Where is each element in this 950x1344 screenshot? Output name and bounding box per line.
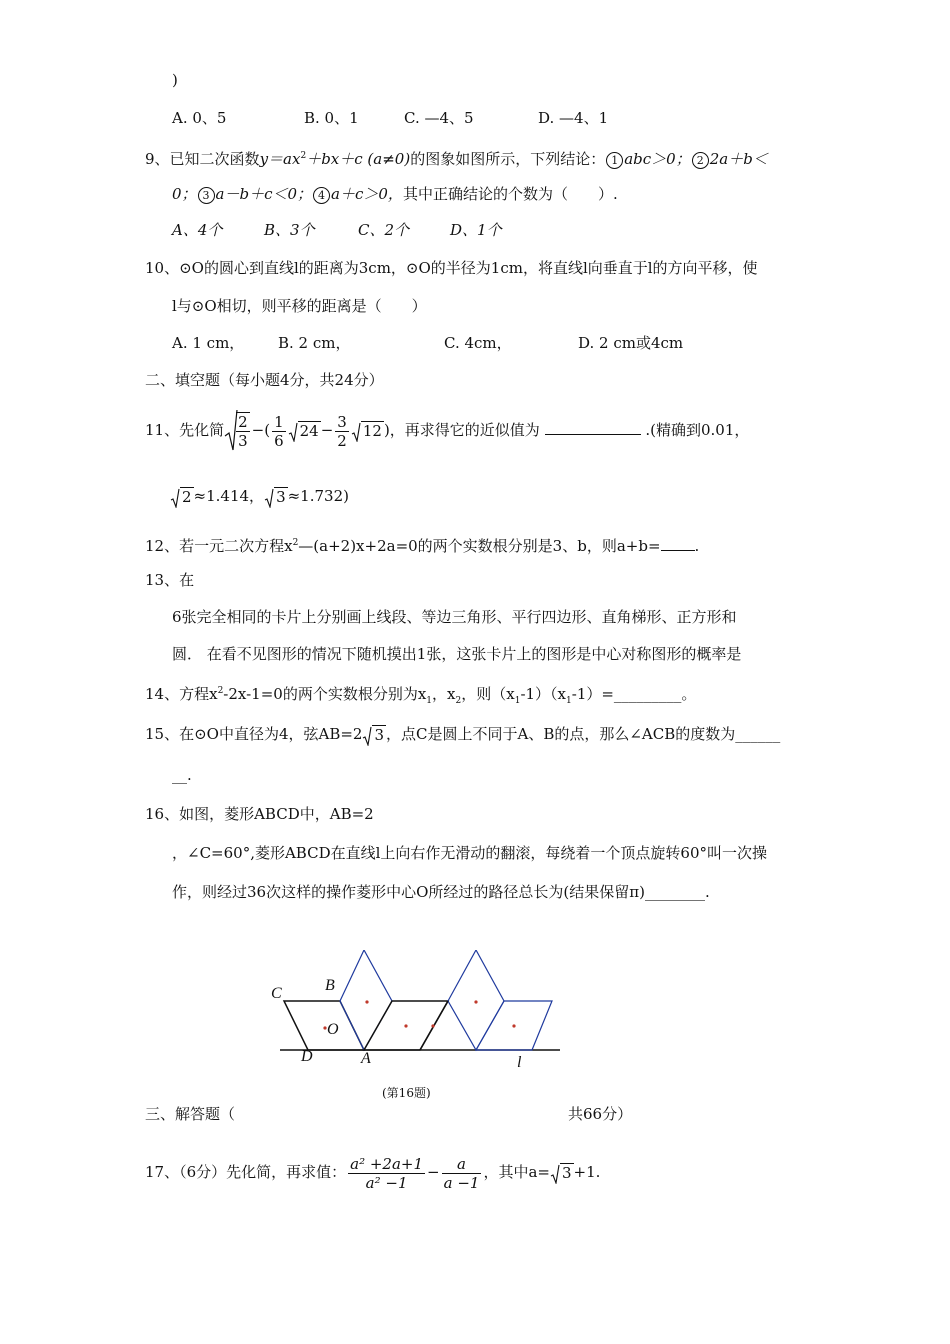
q9-function: y＝ax	[259, 150, 301, 168]
q16-number: 16、	[145, 805, 180, 823]
section-3-heading-left: 三、解答题（	[145, 1105, 236, 1123]
q15-text: 在⊙O中直径为4，弦AB=2	[179, 725, 363, 743]
radical-icon	[351, 422, 361, 442]
q10-option-a: A. 1 cm，	[172, 334, 245, 352]
q9-exponent: 2	[300, 151, 307, 161]
q12-text-2: —(a+2)x+2a=0的两个实数根分别是3、b，则a+b=	[298, 537, 661, 555]
q13-line3: 圆． 在看不见图形的情况下随机摸出1张，这张卡片上的图形是中心对称图形的概率是	[172, 645, 742, 663]
q12-text: 若一元二次方程x	[179, 537, 293, 555]
q11-answer-blank[interactable]	[545, 434, 641, 435]
q10-text-1: ⊙O的圆心到直线l的距离为3cm，⊙O的半径为1cm，将直线l向垂直于l的方向平移，使	[179, 259, 758, 277]
circled-two-icon: 2	[692, 152, 709, 169]
q12-text-3: .	[694, 537, 700, 555]
label-a: A	[361, 1050, 371, 1067]
q8-tail: )	[172, 71, 178, 89]
q16-text-1: 如图，菱形ABCD中，AB=2	[179, 805, 374, 823]
q10-option-d: D. 2 cm或4cm	[578, 334, 684, 352]
rhombus-step-3	[448, 950, 504, 1050]
q9-options	[172, 220, 502, 240]
q17-line	[145, 1150, 600, 1195]
rhombus-step-1	[340, 950, 392, 1050]
q8-options	[172, 108, 608, 128]
q14-text-2: -2x-1=0的两个实数根分别为x	[223, 685, 427, 703]
q14-text: 方程x	[179, 685, 218, 703]
q11-frac1-num: 2	[238, 413, 248, 431]
q10-options	[172, 333, 683, 353]
sqrt-2: 2	[170, 487, 194, 508]
q11-minus-2: −	[320, 421, 334, 439]
circled-one-icon: 1	[606, 152, 623, 169]
q12-number: 12、	[145, 537, 180, 555]
q9-text: 已知二次函数	[169, 150, 260, 168]
q11-frac3-num: 3	[337, 412, 347, 431]
q15-line1	[145, 724, 780, 746]
q14-number: 14、	[145, 685, 180, 703]
q17-frac2-den: a −1	[443, 1173, 480, 1192]
section-2-heading: 二、填空题（每小题4分，共24分）	[145, 371, 384, 389]
q9-line1	[145, 146, 768, 169]
q12-answer-blank[interactable]	[661, 550, 695, 551]
label-c: C	[271, 985, 282, 1002]
q10-line1	[145, 258, 758, 278]
q9-conclusion-2-end: 0；	[172, 185, 197, 203]
q9-number: 9、	[145, 150, 170, 168]
q14-exponent: 2	[217, 686, 224, 696]
q11-text-2: ，再求得它的近似值为	[389, 421, 540, 439]
q11-approx-1: ≈1.414，	[193, 487, 265, 505]
radical-icon	[264, 488, 274, 508]
q10-option-b: B. 2 cm，	[278, 334, 351, 352]
q17-frac1-den: a² −1	[365, 1173, 408, 1192]
q17-frac1-num: a² +2a+1	[350, 1154, 424, 1173]
q11-text-3: .(精确到0.01，	[645, 421, 750, 439]
center-point	[474, 1000, 477, 1003]
center-point	[365, 1000, 368, 1003]
q11-frac2-num: 1	[274, 412, 284, 431]
label-b: B	[325, 977, 335, 994]
q17-sqrt-3: 3	[550, 1151, 574, 1195]
q9-conclusion-4: a＋c＞0，	[331, 185, 403, 203]
q11-line2	[170, 486, 349, 508]
q9-conclusion-3: a－b＋c＜0；	[215, 185, 313, 203]
q16-line3: 作，则经过36次这样的操作菱形中心O所经过的路径总长为(结果保留π)________.	[172, 883, 710, 901]
q9-option-d: D、1个	[450, 221, 502, 239]
q9-conclusion-2: 2a＋b＜	[709, 150, 768, 168]
center-point	[431, 1024, 434, 1027]
q9-conclusion-1: abc＞0；	[624, 150, 691, 168]
radical-icon	[170, 488, 180, 508]
q8-option-c: C. —4、5	[404, 109, 474, 127]
q11-minus: −(	[251, 421, 271, 439]
q13-number: 13、	[145, 571, 180, 589]
q14-text-6: -1）=_________。	[571, 685, 697, 703]
q9-question: 其中正确结论的个数为（ ）.	[402, 185, 618, 203]
q8-option-a: A. 0、5	[172, 109, 227, 127]
rhombus-rolling-figure	[270, 950, 570, 1080]
q14-text-5: -1）（x	[520, 685, 567, 703]
q11-text: 先化简	[179, 421, 225, 439]
q17-minus: −	[427, 1163, 440, 1181]
q17-text-2: ，其中a=	[483, 1163, 550, 1181]
q14-line	[145, 681, 696, 711]
q12-line	[145, 533, 699, 556]
q14-sub-4: 1	[566, 696, 572, 706]
q14-sub-2: 2	[455, 696, 462, 706]
q14-sub-1: 1	[426, 696, 433, 706]
circled-four-icon: 4	[313, 187, 330, 204]
q11-sqrt-fraction	[224, 408, 252, 454]
q9-line2	[172, 184, 618, 204]
q9-option-c: C、2个	[358, 221, 410, 239]
q15-sqrt-3: 3	[362, 725, 386, 746]
q12-exponent: 2	[292, 538, 299, 548]
q14-text-4: ，则（x	[461, 685, 515, 703]
q11-number: 11、	[145, 421, 180, 439]
q17-number: 17、	[145, 1163, 180, 1181]
q11-frac1-den: 3	[238, 432, 248, 450]
q11-frac2-den: 6	[274, 431, 284, 450]
q8-option-d: D. —4、1	[538, 109, 609, 127]
q10-number: 10、	[145, 259, 180, 277]
radical-icon	[288, 422, 298, 442]
q9-option-a: A、4个	[172, 221, 223, 239]
figure-caption: (第16题)	[382, 1086, 431, 1100]
center-point	[512, 1024, 515, 1027]
q17-text: （6分）先化简，再求值：	[179, 1163, 347, 1181]
q13-text-1: 在	[179, 571, 195, 589]
q9-function-rest: ＋bx＋c (a≠0)	[306, 150, 411, 168]
center-point	[404, 1024, 407, 1027]
q15-text-2: ，点C是圆上不同于A、B的点，那么∠ACB的度数为______	[386, 725, 781, 743]
q10-option-c: C. 4cm，	[444, 334, 512, 352]
q15-number: 15、	[145, 725, 180, 743]
q13-line2: 6张完全相同的卡片上分别画上线段、等边三角形、平行四边形、直角梯形、正方形和	[172, 608, 737, 626]
q11-line1	[145, 408, 749, 454]
q17-text-3: +1.	[573, 1163, 601, 1181]
q11-sqrt-24: 24	[288, 411, 321, 451]
q13-line1	[145, 570, 194, 590]
q10-line2: l与⊙O相切，则平移的距离是（ ）	[172, 297, 427, 315]
q16-line2: ，∠C=60°,菱形ABCD在直线l上向右作无滑动的翻滚，每绕着一个顶点旋转60°叫一次操	[172, 844, 767, 862]
q11-frac3-den: 2	[337, 431, 347, 450]
radical-icon	[362, 726, 372, 746]
q11-approx-2: ≈1.732)	[287, 487, 349, 505]
q17-frac2-num: a	[442, 1155, 482, 1174]
q11-close: )	[383, 421, 390, 439]
q14-sub-3: 1	[514, 696, 521, 706]
q14-text-3: ，x	[432, 685, 456, 703]
q11-sqrt-12: 12	[351, 411, 384, 451]
label-o: O	[327, 1021, 339, 1038]
label-l: l	[517, 1054, 522, 1071]
q8-option-b: B. 0、1	[304, 109, 359, 127]
q9-option-b: B、3个	[264, 221, 315, 239]
section-3-heading-right: 共66分）	[568, 1105, 633, 1123]
radical-icon	[550, 1164, 560, 1184]
circled-three-icon: 3	[198, 187, 215, 204]
q9-text-2: 的图象如图所示，下列结论：	[410, 150, 606, 168]
q16-line1	[145, 804, 374, 824]
label-d: D	[301, 1048, 313, 1065]
q15-line2: __.	[172, 766, 192, 784]
sqrt-3: 3	[264, 487, 288, 508]
